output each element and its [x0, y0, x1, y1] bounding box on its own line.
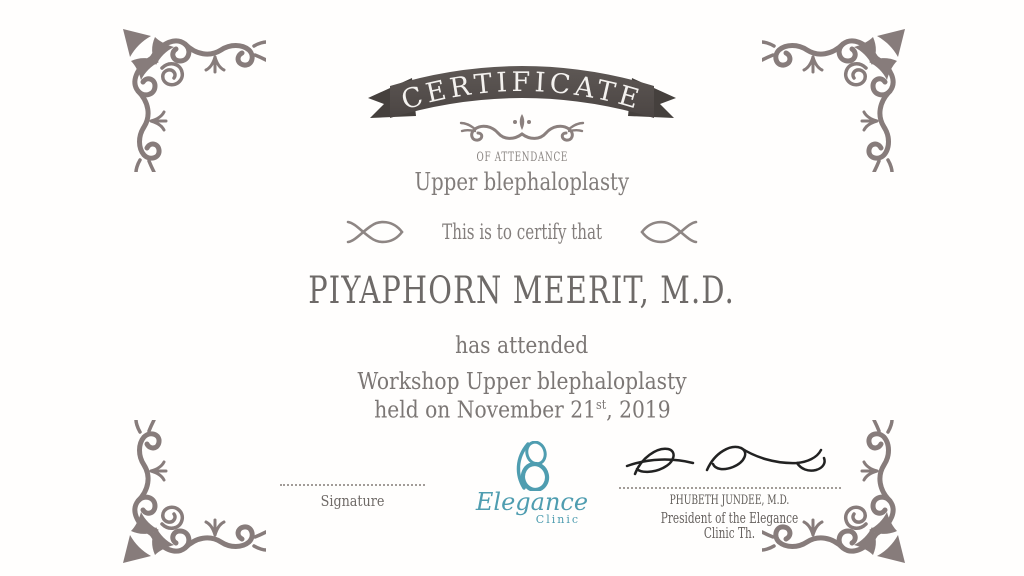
recipient-name-text: PIYAPHORN MEERIT, M.D.: [308, 269, 736, 312]
logo-subtitle: Clinic: [535, 513, 580, 526]
corner-flourish-top-left: [118, 24, 266, 172]
signer-name: [612, 494, 847, 507]
signature-label-text: Signature: [320, 492, 385, 510]
handwritten-signature: [625, 438, 835, 490]
signer-title-text: President of the Elegance Clinic Th.: [660, 509, 799, 542]
date-superscript: st: [595, 397, 606, 412]
attendance-subtitle-text: OF ATTENDANCE: [476, 150, 568, 165]
course-title-text: Upper blephaloplasty: [414, 168, 630, 196]
date-suffix: , 2019: [605, 397, 671, 424]
certify-swirl-left-icon: [345, 219, 405, 245]
recipient-name: [20, 269, 1024, 312]
signer-title: [612, 511, 847, 541]
signer-block: [612, 438, 847, 541]
certify-row: [20, 219, 1024, 245]
body-line-date: [20, 399, 1024, 423]
signature-label: [280, 492, 425, 510]
date-prefix: held on November 21: [373, 397, 596, 424]
certify-text: This is to certify that: [441, 220, 603, 244]
corner-flourish-bottom-left: [118, 420, 266, 568]
signer-dotted-line: [619, 487, 841, 489]
signer-name-text: PHUBETH JUNDEE, M.D.: [669, 493, 790, 508]
banner-flourish: [458, 112, 586, 144]
banner-title: CERTIFICATE: [397, 66, 647, 117]
corner-flourish-top-right: [762, 24, 910, 172]
logo-name: Elegance: [475, 488, 589, 516]
body-line1-text: has attended: [455, 333, 589, 359]
course-title: [20, 170, 1024, 194]
body-line-workshop: [20, 371, 1024, 394]
elegance-clinic-logo: [472, 441, 592, 526]
body-line-has-attended: [20, 335, 1024, 358]
certify-swirl-right-icon: [639, 219, 699, 245]
body-line3-text: [374, 399, 670, 423]
attendance-subtitle: [20, 151, 1024, 164]
elegance-e-icon: [508, 441, 556, 491]
signature-dotted-line: [280, 484, 425, 486]
body-line2-text: Workshop Upper blephaloplasty: [357, 369, 687, 395]
